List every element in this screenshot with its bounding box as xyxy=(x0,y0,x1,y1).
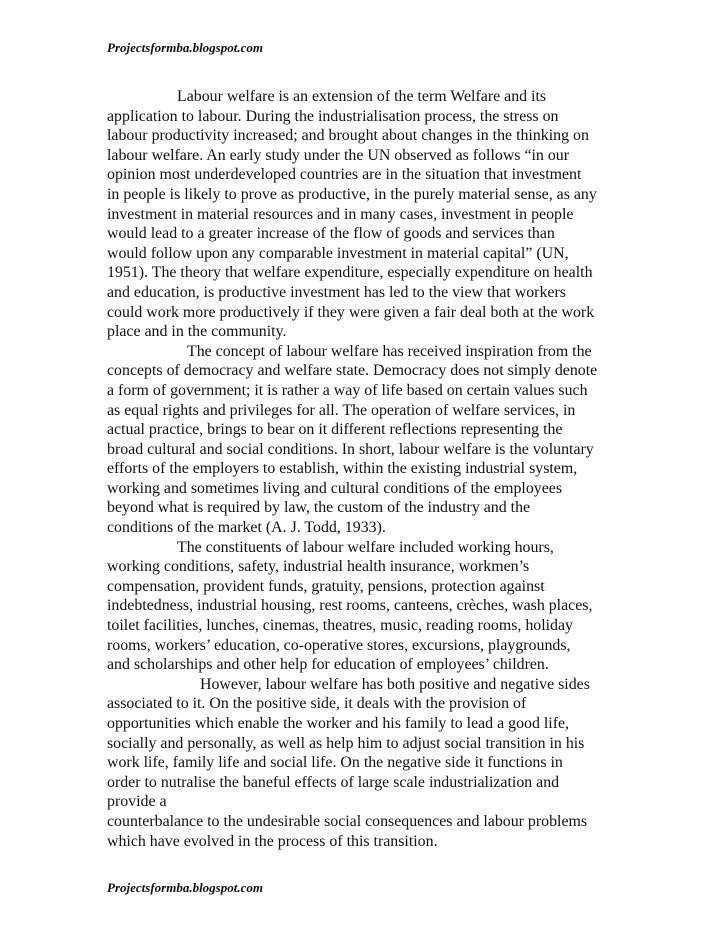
text-line: working conditions, safety, industrial health insurance, workmen’s xyxy=(107,558,530,576)
text-line: provide a xyxy=(107,793,167,811)
text-line: place and in the community. xyxy=(107,323,287,341)
text-line: toilet facilities, lunches, cinemas, theatres, music, reading rooms, holiday xyxy=(107,617,573,635)
text-line: The constituents of labour welfare included working hours, xyxy=(177,538,554,556)
text-line: socially and personally, as well as help him to adjust social transition in his xyxy=(107,734,585,752)
text-line: rooms, workers’ education, co-operative stores, excursions, playgrounds, xyxy=(107,636,571,654)
text-line: labour productivity increased; and brought about changes in the thinking on xyxy=(107,127,589,145)
text-line: working and sometimes living and cultural conditions of the employees xyxy=(107,479,563,497)
text-line: actual practice, brings to bear on it different reflections representing the xyxy=(107,421,563,439)
text-line: work life, family life and social life. On the negative side it functions in xyxy=(107,754,563,772)
text-line: associated to it. On the positive side, it deals with the provision of xyxy=(107,695,527,713)
text-line: indebtedness, industrial housing, rest rooms, canteens, crèches, wash places, xyxy=(107,597,593,615)
text-line: Labour welfare is an extension of the term Welfare and its xyxy=(177,88,547,105)
text-line: 1951). The theory that welfare expenditure, especially expenditure on health xyxy=(107,264,593,282)
text-line: conditions of the market (A. J. Todd, 1933). xyxy=(107,519,386,537)
text-line: concepts of democracy and welfare state. Democracy does not simply denote xyxy=(107,362,598,380)
text-line: broad cultural and social conditions. In short, labour welfare is the voluntary xyxy=(107,440,594,458)
page-footer: Projectsformba.blogspot.com xyxy=(107,880,263,895)
text-line: investment in material resources and in many cases, investment in people xyxy=(107,205,574,223)
text-line: opportunities which enable the worker and his family to lead a good life, xyxy=(107,715,570,732)
text-line: The concept of labour welfare has received inspiration from the xyxy=(187,342,592,360)
text-line: counterbalance to the undesirable social consequences and labour problems xyxy=(107,812,588,830)
text-line: However, labour welfare has both positive and negative sides xyxy=(200,675,590,693)
text-line: compensation, provident funds, gratuity, pensions, protection against xyxy=(107,577,545,595)
text-line: as equal rights and privileges for all. The operation of welfare services, in xyxy=(107,401,576,419)
text-line: would follow upon any comparable investment in material capital” (UN, xyxy=(107,244,569,262)
text-line: a form of government; it is rather a way of life based on certain values such xyxy=(107,381,588,399)
text-line: opinion most underdeveloped countries are in the situation that investment xyxy=(107,166,582,184)
text-line: efforts of the employers to establish, within the existing industrial system, xyxy=(107,460,578,478)
text-line: beyond what is required by law, the custom of the industry and the xyxy=(107,499,531,517)
text-line: could work more productively if they were given a fair deal both at the work xyxy=(107,303,595,321)
text-line: which have evolved in the process of this transition. xyxy=(107,832,438,850)
text-line: would lead to a greater increase of the flow of goods and services than xyxy=(107,225,555,243)
text-line: and scholarships and other help for education of employees’ children. xyxy=(107,656,549,674)
text-line: in people is likely to prove as productive, in the purely material sense, as any xyxy=(107,185,597,203)
text-line: labour welfare. An early study under the UN observed as follows “in our xyxy=(107,146,570,164)
page-header: Projectsformba.blogspot.com xyxy=(107,40,263,55)
text-line: application to labour. During the industrialisation process, the stress on xyxy=(107,107,559,125)
text-line: and education, is productive investment has led to the view that workers xyxy=(107,283,566,301)
text-line: order to nutralise the baneful effects of large scale industrialization and xyxy=(107,773,560,791)
document-body xyxy=(107,87,627,851)
